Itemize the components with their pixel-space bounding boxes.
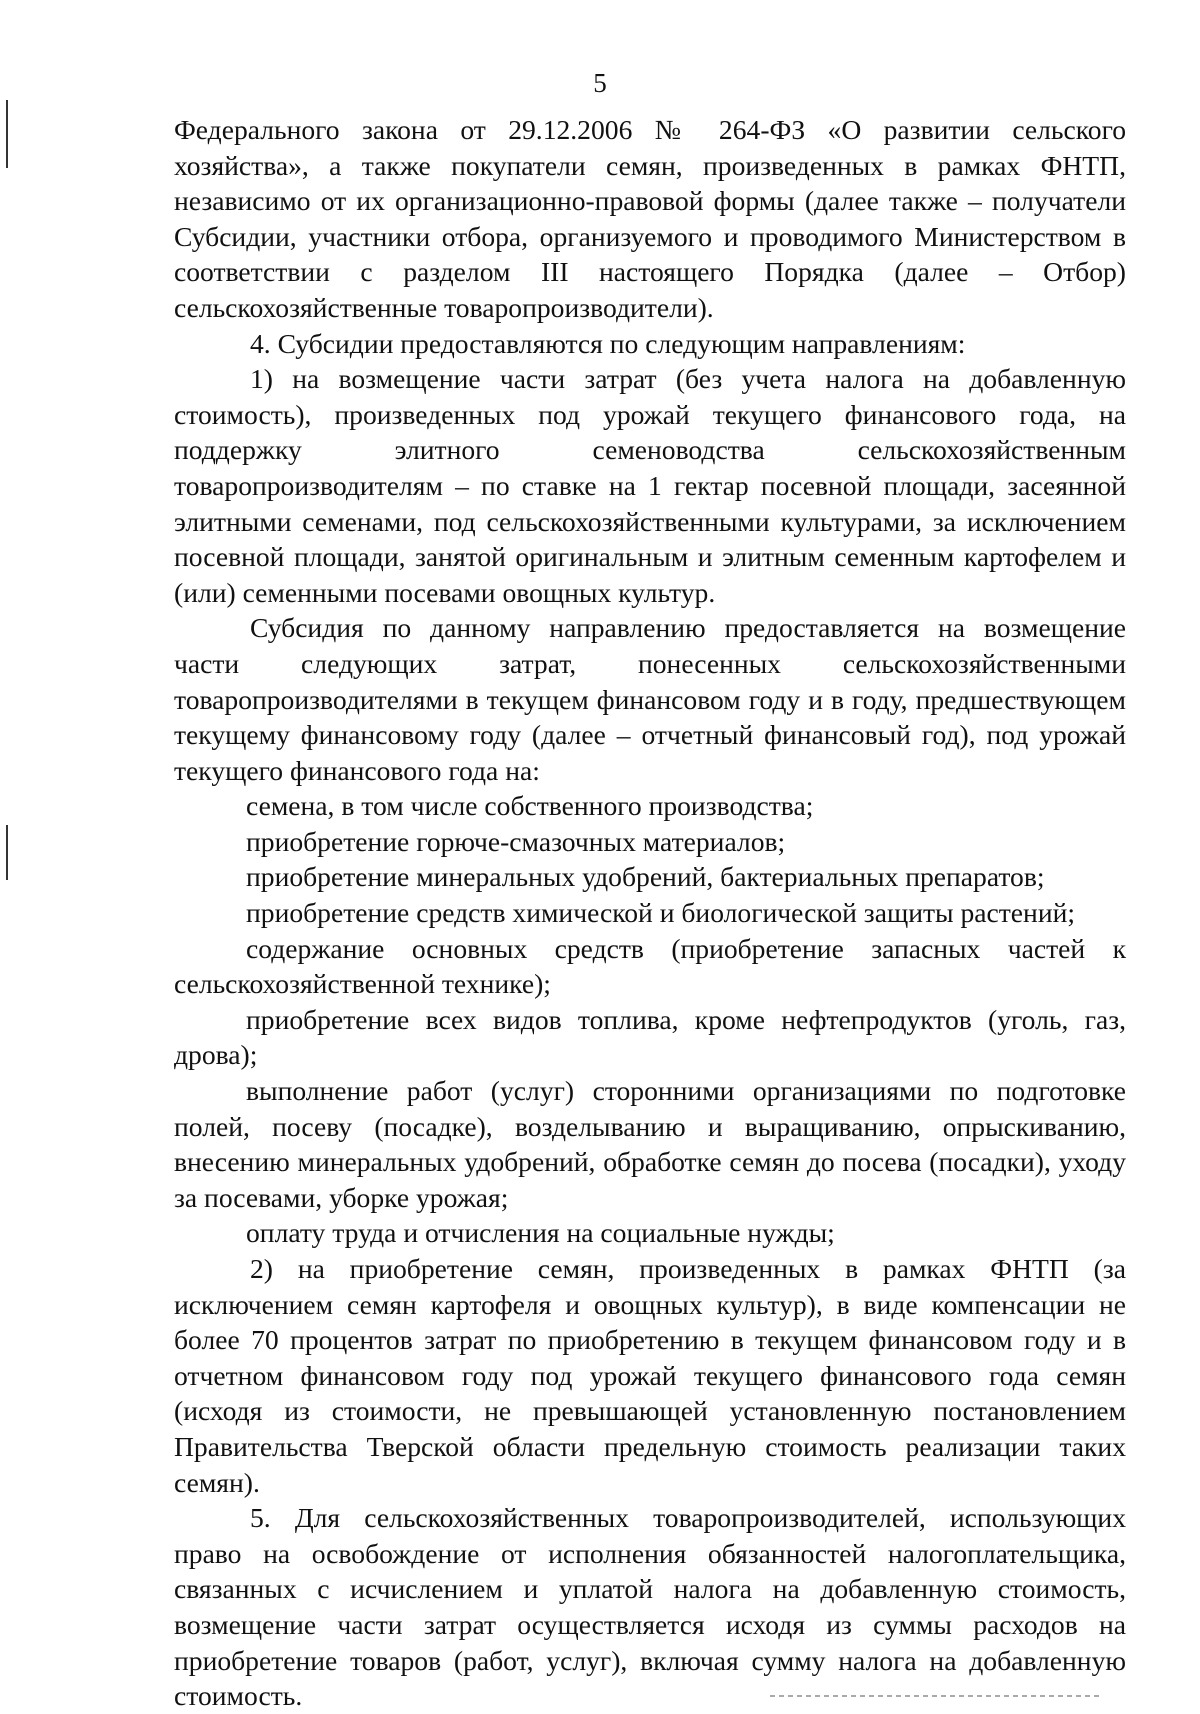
paragraph: 2) на приобретение семян, произведенных в рамках ФНТП (за исключением семян картофеля и овощных культур), в виде компенсации не более 70 процентов затрат по приобретению в текущем финансовом году и в отчетном финансовом году под урожай текущего финансового года семян (исходя из стоимости, не превышающей установленную постановлением Правительства Тверской области предельную стоимость реализации таких семян). <box>174 1253 1126 1498</box>
list-item: приобретение минеральных удобрений, бактериальных препаратов; <box>246 861 1045 893</box>
paragraph: 4. Субсидии предоставляются по следующим направлениям: <box>250 327 966 359</box>
list-item: семена, в том числе собственного производства; <box>246 790 814 822</box>
paragraph: Субсидия по данному направлению предоставляется на возмещение части следующих затрат, понесенных сельскохозяйственными товаропроизводителями в текущем финансовом году и в году, предшествующем текущему финансовому году (далее – отчетный финансовый год), под урожай текущего финансового года на: <box>174 612 1126 786</box>
list-item: оплату труда и отчисления на социальные нужды; <box>246 1217 835 1249</box>
list-item: приобретение средств химической и биологической защиты растений; <box>246 897 1076 929</box>
scan-artifact <box>770 1695 1100 1697</box>
paragraph: 1) на возмещение части затрат (без учета налога на добавленную стоимость), произведенных под урожай текущего финансового года, на поддержку элитного семеноводства сельскохозяйственным товаропроизводителям – по ставке на 1 гектар посевной площади, засеянной элитными семенами, под сельскохозяйственными культурами, за исключением посевной площади, занятой оригинальным и элитным семенным картофелем и (или) семенными посевами овощных культур. <box>174 363 1126 608</box>
list-item: приобретение горюче-смазочных материалов; <box>246 825 786 857</box>
list-item: приобретение всех видов топлива, кроме нефтепродуктов (уголь, газ, дрова); <box>174 1003 1126 1071</box>
paragraph: Федерального закона от 29.12.2006 № 264-ФЗ «О развитии сельского хозяйства», а также покупатели семян, произведенных в рамках ФНТП, независимо от их организационно-правовой формы (далее также – получатели Субсидии, участники отбора, организуемого и проводимого Министерством в соответствии с разделом III настоящего Порядка (далее – Отбор) сельскохозяйственные товаропроизводители). <box>174 114 1126 323</box>
document-body <box>174 112 1126 1714</box>
scan-edge-mark <box>6 825 8 880</box>
list-item: выполнение работ (услуг) сторонними организациями по подготовке полей, посеву (посадке), возделыванию и выращиванию, опрыскиванию, внесению минеральных удобрений, обработке семян до посева (посадки), уходу за посевами, уборке урожая; <box>174 1075 1126 1213</box>
paragraph: 5. Для сельскохозяйственных товаропроизводителей, использующих право на освобождение от исполнения обязанностей налогоплательщика, связанных с исчислением и уплатой налога на добавленную стоимость, возмещение части затрат осуществляется исходя из суммы расходов на приобретение товаров (работ, услуг), включая сумму налога на добавленную стоимость. <box>174 1502 1126 1712</box>
list-item: содержание основных средств (приобретение запасных частей к сельскохозяйственной технике); <box>174 932 1126 1000</box>
page-number: 5 <box>593 68 607 98</box>
scan-edge-mark <box>6 100 8 168</box>
